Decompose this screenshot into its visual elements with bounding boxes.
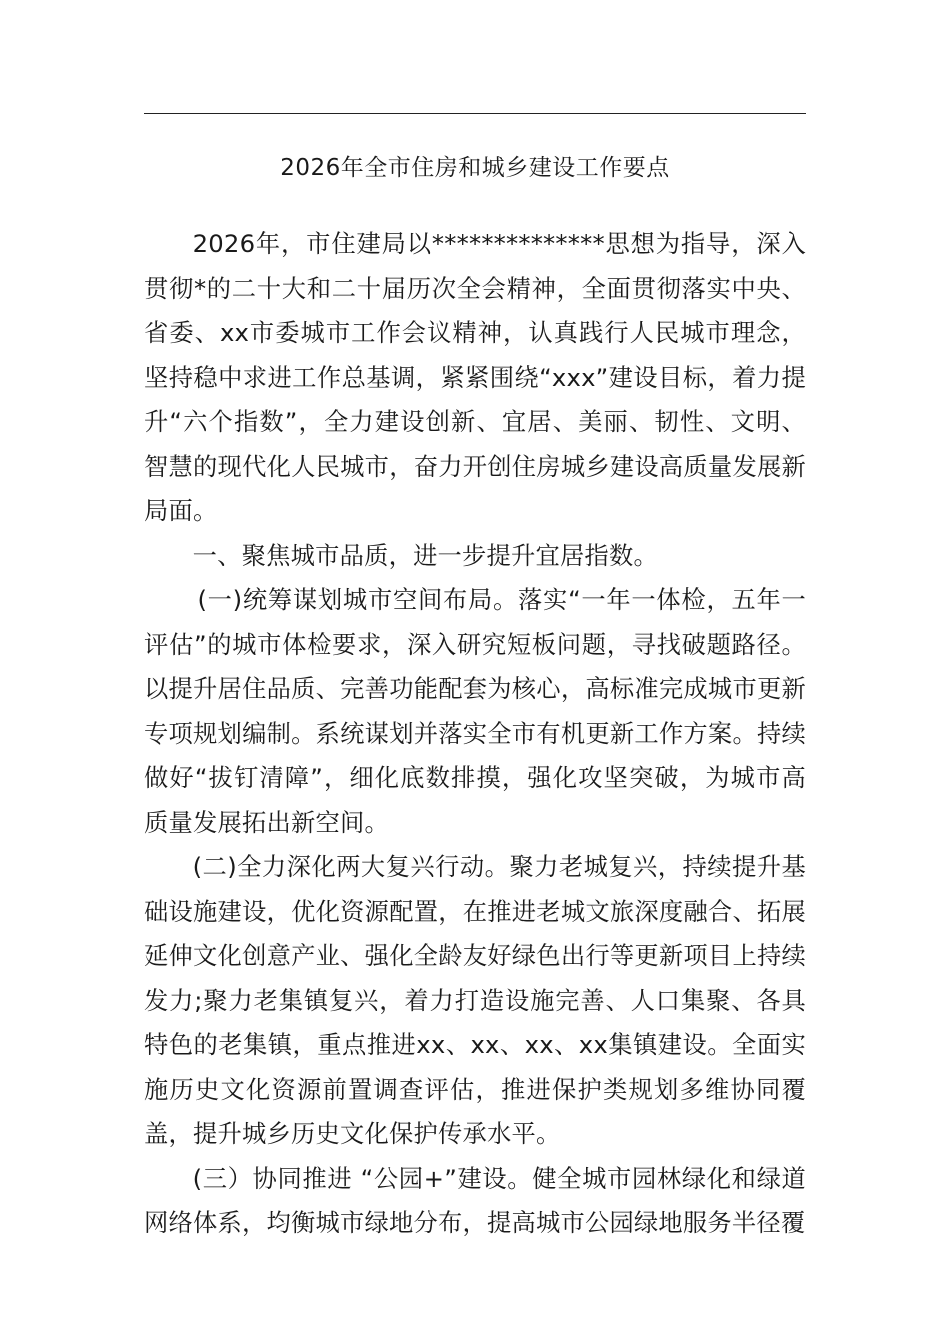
item-paragraph-3: (三）协同推进 “公园+”建设。健全城市园林绿化和绿道网络体系，均衡城市绿地分布，提高城市公园绿地服务半径覆 (144, 1163, 806, 1237)
document-title: 2026年全市住房和城乡建设工作要点 (280, 155, 670, 181)
header-rule (144, 113, 806, 114)
item-paragraph-1: (一)统筹谋划城市空间布局。落实“一年一体检，五年一评估”的城市体检要求，深入研究短板问题，寻找破题路径。以提升居住品质、完善功能配套为核心，高标准完成城市更新专项规划编制。系统谋划并落实全市有机更新工作方案。持续做好“拔钉清障”，细化底数排摸，强化攻坚突破，为城市高质量发展拓出新空间。 (144, 585, 806, 837)
item-paragraph-2: (二)全力深化两大复兴行动。聚力老城复兴，持续提升基础设施建设，优化资源配置，在推进老城文旅深度融合、拓展延伸文化创意产业、强化全龄友好绿色出行等更新项目上持续发力;聚力老集镇复兴，着力打造设施完善、人口集聚、各具特色的老集镇，重点推进xx、xx、xx、xx集镇建设。全面实施历史文化资源前置调查评估，推进保护类规划多维协同覆盖，提升城乡历史文化保护传承水平。 (144, 852, 806, 1148)
section-heading-1: 一、聚焦城市品质，进一步提升宜居指数。 (192, 540, 659, 570)
document-body (144, 222, 806, 1246)
intro-paragraph: 2026年，市住建局以**************思想为指导，深入贯彻*的二十大和二十届历次全会精神，全面贯彻落实中央、省委、xx市委城市工作会议精神，认真践行人民城市理念，坚持稳中求进工作总基调，紧紧围绕“xxx”建设目标，着力提升“六个指数”，全力建设创新、宜居、美丽、韧性、文明、智慧的现代化人民城市，奋力开创住房城乡建设高质量发展新局面。 (144, 229, 806, 525)
